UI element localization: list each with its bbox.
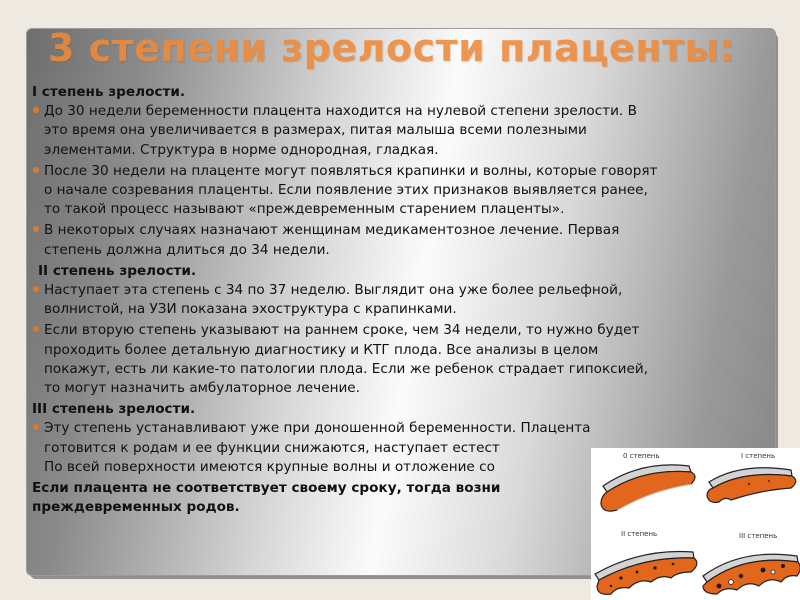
calcification-dot	[619, 576, 622, 579]
section-heading-3: III степень зрелости.	[32, 401, 196, 418]
placenta-stage-2	[597, 558, 697, 594]
bullet-line: В некоторых случаях назначают женщинам медикаментозное лечение. Первая	[44, 222, 620, 239]
bullet-line: волнистой, на УЗИ показана эхоструктура с крапинками.	[44, 301, 457, 318]
bullet-line: то такой процесс называют «преждевременным старением плаценты».	[44, 201, 565, 218]
bullet-item	[32, 102, 800, 160]
bullet-line: Наступает эта степень с 34 по 37 неделю. Выглядит она уже более рельефной,	[44, 282, 623, 299]
calcification-dot	[739, 574, 743, 578]
calcification-dot	[748, 483, 751, 486]
stage-0-label: 0 степень	[623, 452, 660, 460]
section-heading-2: II степень зрелости.	[38, 262, 197, 279]
bullet-line: степень должна длиться до 34 недели.	[44, 241, 330, 258]
stage-3-label: III степень	[739, 532, 778, 540]
slide-title: 3 степени зрелости плаценты:	[48, 26, 736, 70]
placenta-maturity-figure	[591, 448, 800, 600]
bullet-line: то могут назначить амбулаторное лечение.	[44, 380, 360, 397]
calcification-dot	[768, 480, 770, 482]
calcification-dot	[636, 571, 639, 574]
bullet-line: До 30 недели беременности плацента находится на нулевой степени зрелости. В	[44, 103, 637, 120]
placenta-figure-svg	[591, 448, 800, 600]
bullet-line: готовится к родам и ее функции снижаются, наступает естест	[44, 439, 500, 456]
bullet-item	[32, 221, 800, 259]
bullet-line: По всей поверхности имеются крупные волны и отложение со	[44, 458, 495, 475]
calcification-dot	[672, 563, 675, 566]
bullet-line: После 30 недели на плаценте могут появляться крапинки и волны, которые говорят	[44, 162, 658, 179]
calcification-cyst	[771, 570, 775, 574]
bullet-line: это время она увеличивается в размерах, питая малыша всеми полезными	[44, 122, 587, 139]
stage-1-label: I степень	[741, 452, 776, 460]
bullet-item	[32, 281, 800, 319]
bullet-line: элементами. Структура в норме однородная, гладкая.	[44, 141, 439, 158]
calcification-dot	[717, 584, 722, 589]
section-heading-1: I степень зрелости.	[32, 84, 186, 100]
stage-2-label: II степень	[621, 530, 658, 538]
calcification-dot	[610, 585, 612, 587]
placenta-stage-0	[601, 471, 695, 511]
calcification-dot	[761, 568, 766, 573]
bullet-line: Если вторую степень указывают на раннем сроке, чем 34 недели, то нужно будет	[44, 322, 640, 339]
bullet-item	[32, 321, 800, 398]
bullet-line: о начале созревания плаценты. Если появление этих признаков выявляется ранее,	[44, 182, 648, 199]
calcification-cyst	[729, 580, 734, 585]
placenta-stage-3	[703, 560, 800, 594]
conclusion-line: преждевременных родов.	[32, 499, 240, 516]
conclusion-line: Если плацента не соответствует своему сроку, тогда возни	[32, 480, 501, 497]
bullet-line: покажут, есть ли какие-то патологии плода. Если же ребенок страдает гипоксией,	[44, 360, 649, 377]
bullet-line: проходить более детальную диагностику и КТГ плода. Все анализы в целом	[44, 341, 599, 358]
bullet-line: Эту степень устанавливают уже при доношенной беременности. Плацента	[44, 420, 591, 437]
calcification-dot	[781, 564, 785, 568]
bullet-item	[32, 162, 800, 220]
calcification-dot	[653, 566, 656, 569]
